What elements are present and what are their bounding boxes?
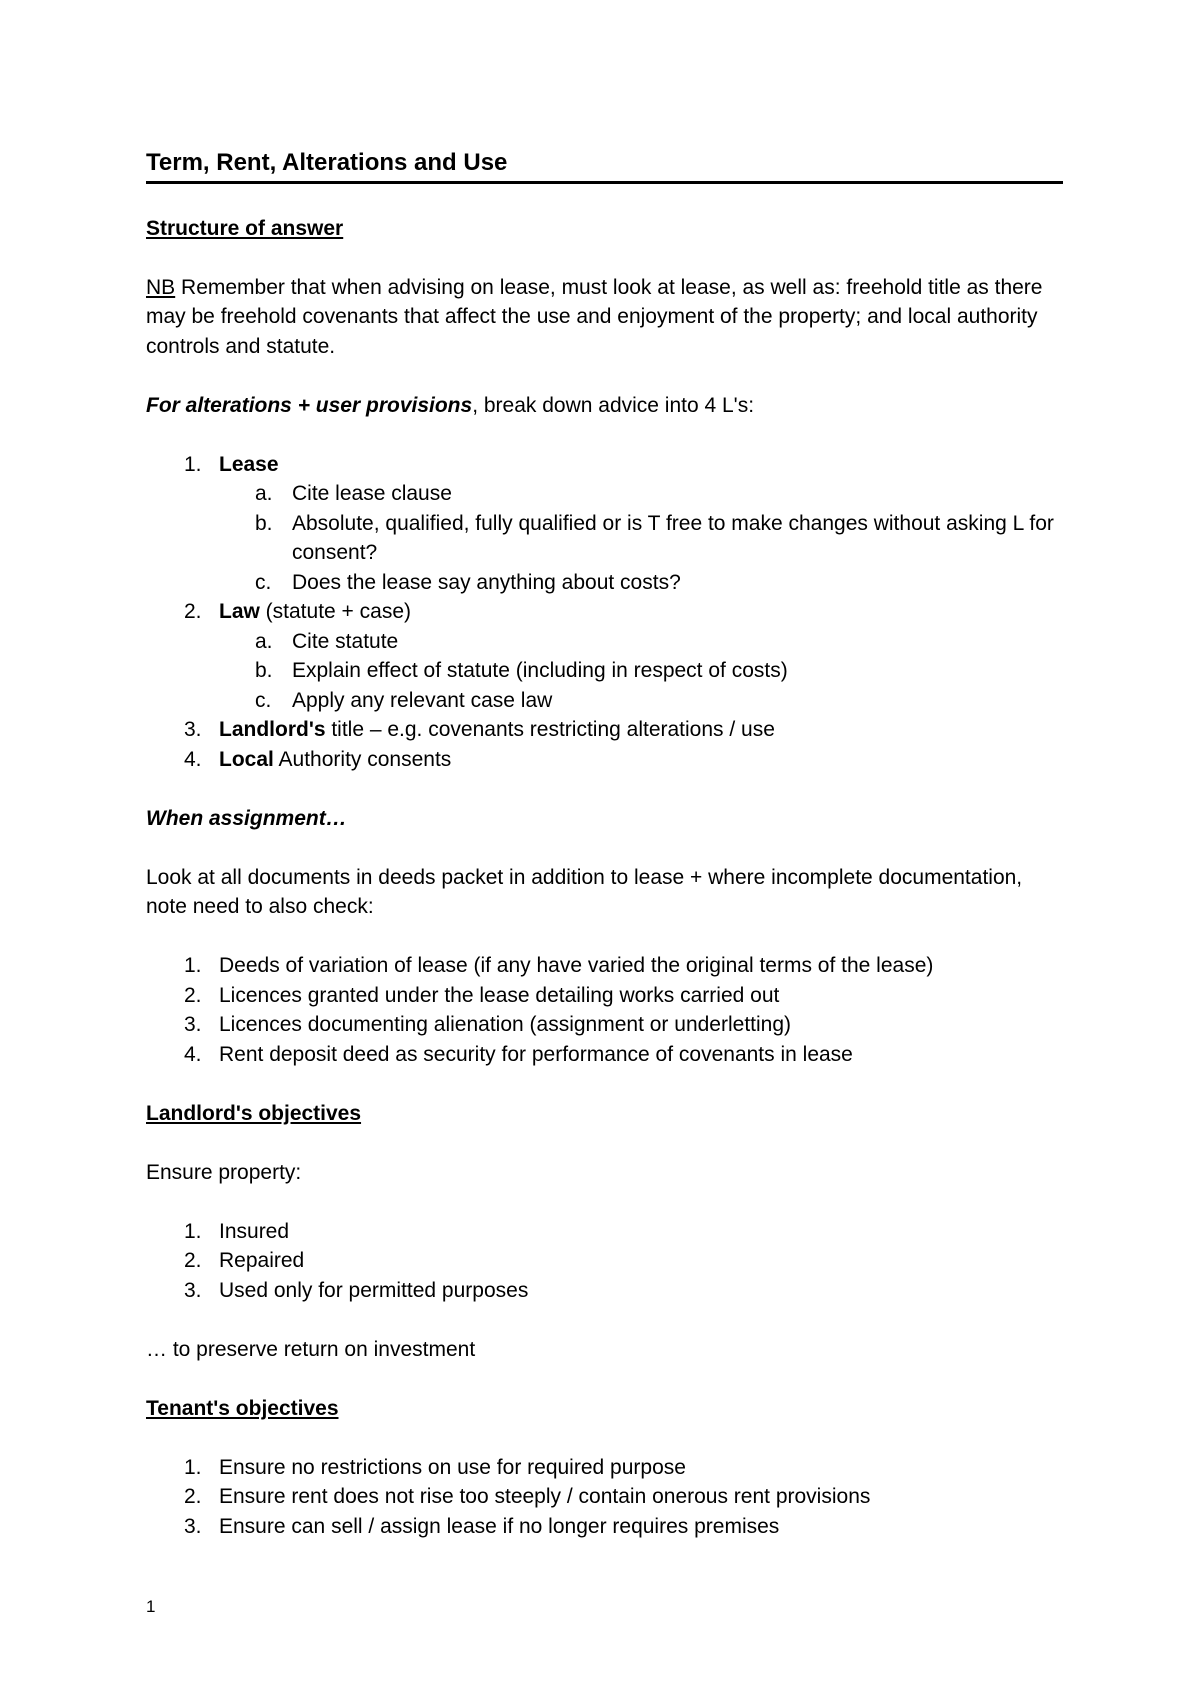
heading-assignment: When assignment…: [146, 806, 347, 830]
list-number: 2.: [184, 1485, 202, 1508]
four-ls-list: [146, 450, 1063, 480]
list-item-text: Used only for permitted purposes: [219, 1278, 529, 1302]
list-item-text: Apply any relevant case law: [292, 688, 553, 712]
list-item-text: (statute + case): [259, 600, 411, 623]
list-letter: a.: [255, 629, 273, 653]
list-item-text: Cite lease clause: [292, 482, 452, 505]
list-item: [146, 479, 1063, 509]
list-item-text: Rent deposit deed as security for performance of covenants in lease: [219, 1042, 853, 1066]
list-item-text: Insured: [219, 1219, 290, 1243]
list-item: [146, 1453, 1063, 1483]
list-item: [146, 450, 1063, 480]
list-item-text: Repaired: [219, 1249, 305, 1272]
nb-paragraph: [146, 273, 1063, 362]
list-item-text: Explain effect of statute (including in respect of costs): [292, 659, 788, 682]
list-number: 2.: [184, 983, 202, 1007]
list-item-text: Ensure no restrictions on use for required purpose: [219, 1455, 686, 1479]
list-number: 1.: [184, 1455, 202, 1479]
list-item-text: Licences granted under the lease detailing works carried out: [219, 983, 780, 1007]
list-number: 3.: [184, 1013, 202, 1036]
alterations-intro-bold: For alterations + user provisions: [146, 393, 473, 417]
heading-landlord-objectives: Landlord's objectives: [146, 1101, 362, 1125]
heading-tenant-objectives: Tenant's objectives: [146, 1396, 339, 1420]
list-number: 2.: [184, 600, 202, 623]
list-item-text: Licences documenting alienation (assignment or underletting): [219, 1013, 792, 1036]
list-letter: c.: [255, 570, 272, 594]
list-item: [146, 509, 1063, 568]
alterations-intro-rest: , break down advice into 4 L's:: [472, 393, 755, 417]
list-item: [146, 597, 1063, 627]
list-item: [146, 1040, 1063, 1070]
list-item: [146, 951, 1063, 981]
list-letter: b.: [255, 511, 273, 535]
list-item-text: Does the lease say anything about costs?: [292, 570, 681, 594]
nb-label: NB: [146, 275, 176, 299]
list-item: [146, 1010, 1063, 1040]
list-item: [146, 1246, 1063, 1276]
list-item-text: Absolute, qualified, fully qualified or is T free to make changes without asking L for consent?: [292, 511, 1054, 564]
landlord-intro: Ensure property:: [146, 1160, 302, 1184]
landlord-outro: … to preserve return on investment: [146, 1337, 476, 1361]
assignment-list: [146, 951, 1063, 1069]
lease-sublist: [146, 479, 1063, 597]
heading-structure: Structure of answer: [146, 216, 344, 240]
list-item: [146, 1217, 1063, 1247]
law-sublist: [146, 627, 1063, 716]
list-item: [146, 981, 1063, 1011]
list-letter: b.: [255, 659, 273, 682]
list-number: 3.: [184, 718, 202, 741]
list-number: 1.: [184, 452, 202, 476]
list-letter: c.: [255, 688, 272, 712]
landlord-list: [146, 1217, 1063, 1306]
four-ls-list-end: [146, 715, 1063, 774]
list-item-bold: Law: [219, 600, 260, 623]
list-item-text: Cite statute: [292, 629, 399, 653]
list-number: 3.: [184, 1278, 202, 1302]
list-item-text: Authority consents: [273, 747, 452, 771]
alterations-intro: [146, 391, 1063, 421]
list-item-bold: Local: [219, 747, 274, 771]
list-item: [146, 656, 1063, 686]
list-item-bold: Landlord's: [219, 718, 326, 741]
nb-text: Remember that when advising on lease, must look at lease, as well as: freehold title as there may be freehold covenants that affect the use and enjoyment of the property; and local authority controls and statute.: [146, 275, 1043, 358]
list-number: 1.: [184, 1219, 202, 1243]
document-body: [146, 146, 1063, 1541]
list-number: 4.: [184, 1042, 202, 1066]
list-item-text: Ensure can sell / assign lease if no longer requires premises: [219, 1514, 780, 1538]
four-ls-list-cont: [146, 597, 1063, 627]
list-item: [146, 1512, 1063, 1542]
list-item-text: Ensure rent does not rise too steeply / contain onerous rent provisions: [219, 1485, 871, 1508]
page-title: Term, Rent, Alterations and Use: [146, 146, 1063, 184]
tenant-list: [146, 1453, 1063, 1542]
assignment-intro: Look at all documents in deeds packet in addition to lease + where incomplete documentation, note need to also check:: [146, 865, 1023, 918]
list-item-bold: Lease: [219, 452, 279, 476]
list-number: 3.: [184, 1514, 202, 1538]
list-number: 1.: [184, 954, 202, 977]
list-number: 2.: [184, 1249, 202, 1272]
list-item: [146, 1276, 1063, 1306]
list-item: [146, 686, 1063, 716]
list-item: [146, 745, 1063, 775]
list-item: [146, 627, 1063, 657]
list-item: [146, 1482, 1063, 1512]
list-number: 4.: [184, 747, 202, 771]
page-number: 1: [146, 1597, 156, 1616]
list-item: [146, 715, 1063, 745]
list-item-text: Deeds of variation of lease (if any have varied the original terms of the lease): [219, 954, 934, 977]
list-item-text: title – e.g. covenants restricting alterations / use: [325, 718, 775, 741]
list-letter: a.: [255, 482, 273, 505]
list-item: [146, 568, 1063, 598]
